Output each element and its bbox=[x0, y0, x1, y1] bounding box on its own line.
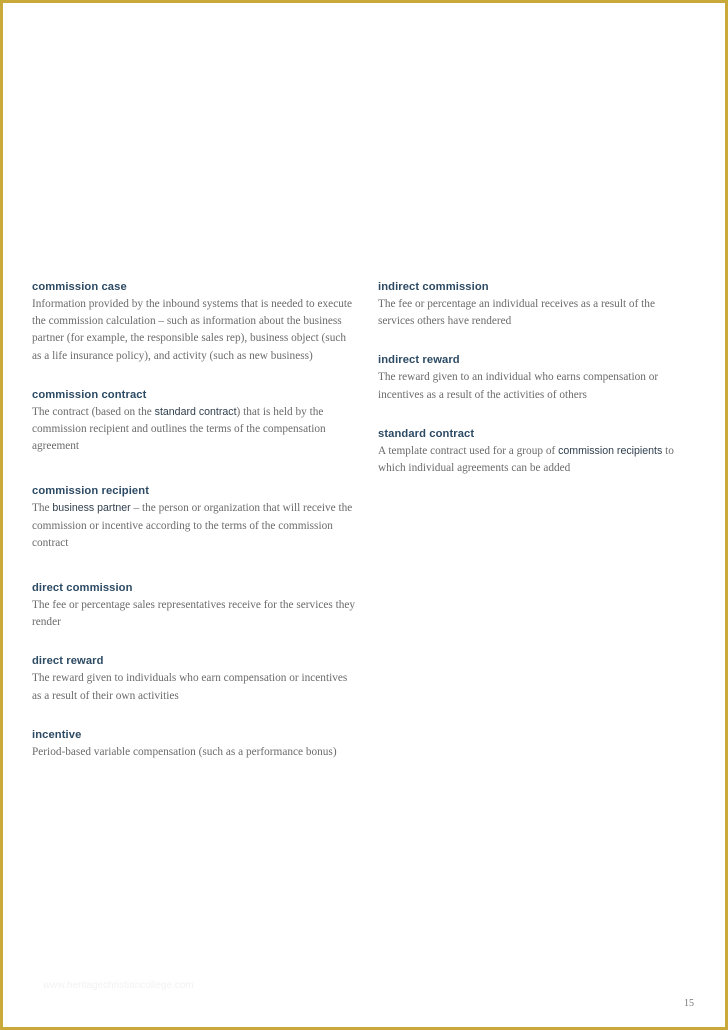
glossary-definition: The reward given to an individual who earns compensation or incentives as a result of the activities of others bbox=[378, 371, 659, 401]
glossary-entry bbox=[32, 484, 358, 552]
glossary-definition: Information provided by the inbound systems that is needed to execute the commission calculation – such as information about the business partner (for example, the responsible sales rep), business object (such as a life insurance policy), and activity (such as new business) bbox=[32, 298, 353, 362]
glossary-entry bbox=[32, 280, 358, 365]
glossary-term: incentive bbox=[32, 728, 82, 741]
glossary-term: direct reward bbox=[32, 655, 104, 668]
glossary-entry bbox=[32, 388, 358, 456]
cross-reference: standard contract bbox=[154, 405, 237, 418]
glossary-term: commission contract bbox=[32, 388, 147, 401]
glossary-definition: The fee or percentage sales representatives receive for the services they render bbox=[32, 599, 356, 629]
glossary-term: indirect reward bbox=[378, 354, 460, 367]
glossary-term: direct commission bbox=[32, 582, 133, 595]
glossary-column-right bbox=[378, 280, 688, 500]
glossary-definition: A template contract used for a group of commission recipients to which individual agreements can be added bbox=[378, 444, 674, 475]
glossary-entry bbox=[378, 427, 688, 477]
glossary-term: commission case bbox=[32, 281, 127, 293]
cross-reference: commission recipients bbox=[558, 444, 663, 457]
glossary-entry bbox=[32, 654, 358, 704]
glossary-term: commission recipient bbox=[32, 485, 150, 498]
footer-watermark: www.heritagechristiancollege.com bbox=[43, 980, 194, 991]
cross-reference: business partner bbox=[52, 502, 131, 515]
glossary-definition: The business partner – the person or organization that will receive the commission or incentive according to the terms of the commission contract bbox=[32, 502, 353, 549]
glossary-definition: The reward given to individuals who earn compensation or incentives as a result of their own activities bbox=[32, 672, 348, 702]
glossary-entry bbox=[378, 353, 688, 403]
glossary-column-left bbox=[32, 280, 358, 784]
glossary-entry bbox=[378, 280, 688, 330]
glossary-definition: The contract (based on the standard contract) that is held by the commission recipient and outlines the terms of the compensation agreement bbox=[32, 405, 326, 453]
glossary-definition: The fee or percentage an individual receives as a result of the services others have rendered bbox=[378, 298, 655, 328]
glossary-term: standard contract bbox=[378, 427, 475, 440]
glossary-term: indirect commission bbox=[378, 281, 489, 293]
glossary-definition: Period-based variable compensation (such as a performance bonus) bbox=[32, 745, 337, 758]
page-number: 15 bbox=[684, 998, 694, 1009]
glossary-entry bbox=[32, 728, 358, 761]
glossary-entry bbox=[32, 581, 358, 631]
